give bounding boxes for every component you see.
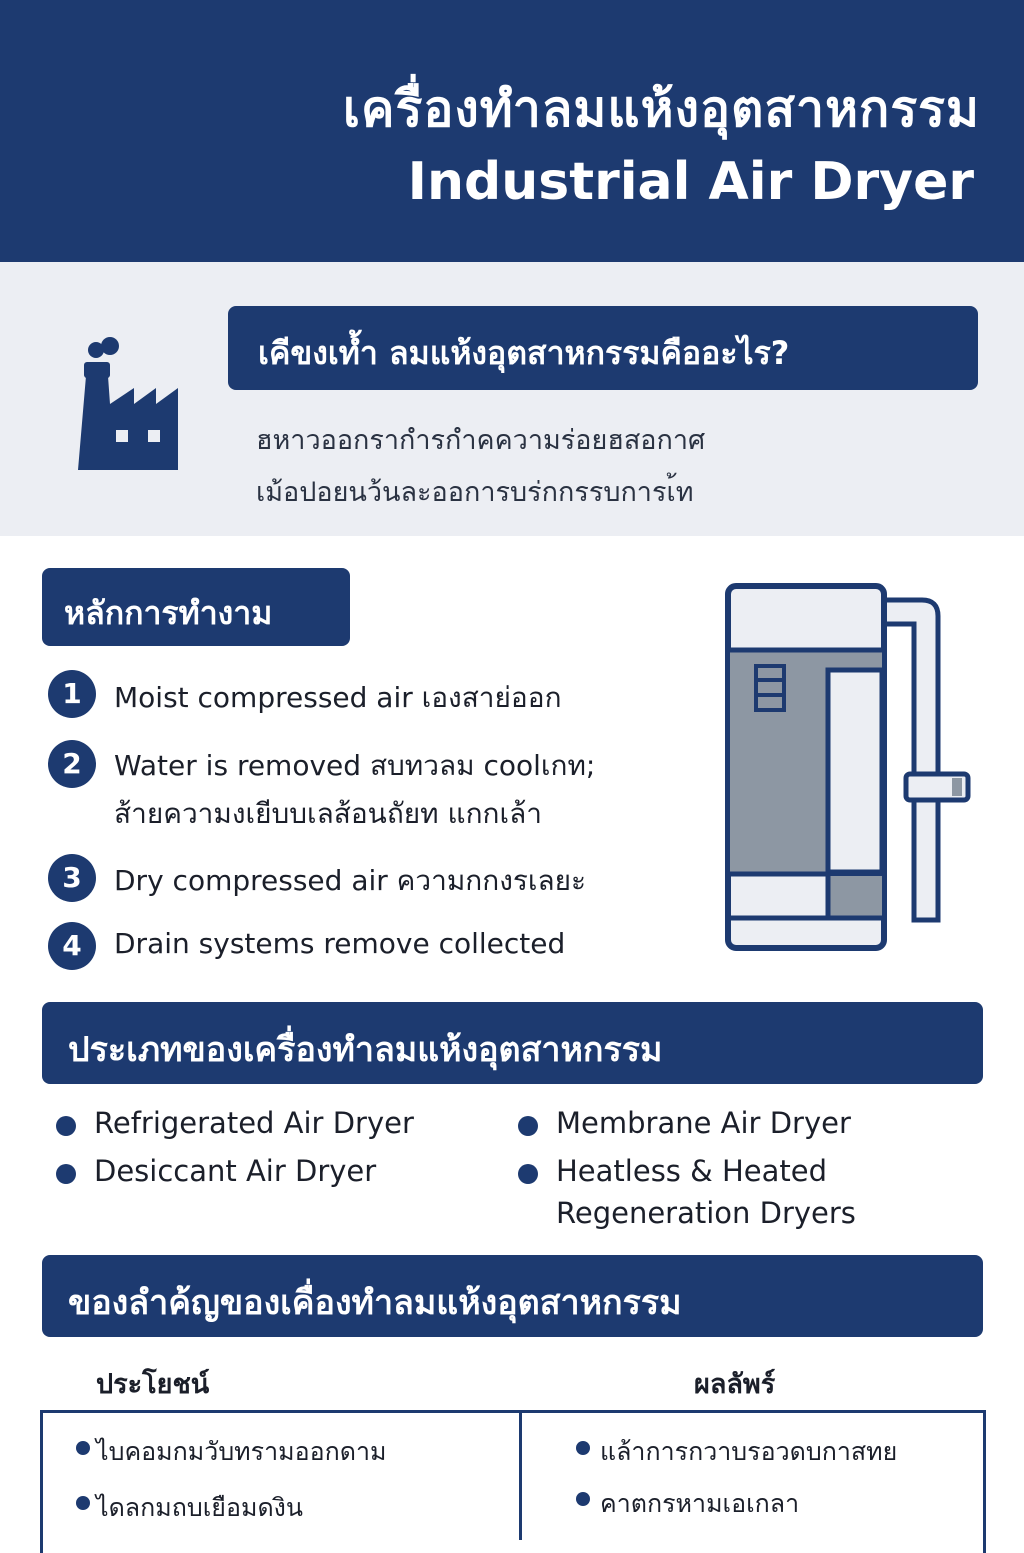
result-item: คาตกรหามเอเกลา [600,1489,800,1518]
bullet-icon [576,1441,590,1455]
page-title-thai: เครื่องทำลมแห้งอุตสาหกรรม [342,80,980,138]
bullet-icon [56,1116,76,1136]
question-banner [228,306,978,390]
table-divider [519,1410,522,1540]
factory-icon [76,336,180,472]
step-1-number: 1 [48,670,96,718]
importance-heading-box [42,1255,983,1337]
bullet-icon [518,1116,538,1136]
type-item: Heatless & Heated [556,1154,827,1188]
types-heading: ประเภทของเครื่องทำลมแห้งอุตสาหกรรม [68,1030,663,1070]
bullet-icon [76,1496,90,1510]
principle-heading-box [42,568,350,646]
benefit-item: ไบคอมกมวับทรามออกดาม [96,1437,387,1466]
result-item: แล้าการกวาบรอวดบกาสทย [600,1437,898,1466]
principle-heading: หลักการทำงาม [64,594,273,632]
step-4-text: Drain systems remove collected [114,927,566,960]
step-2-number: 2 [48,740,96,788]
bullet-icon [76,1441,90,1455]
step-3-number: 3 [48,854,96,902]
bullet-icon [576,1492,590,1506]
type-item: Membrane Air Dryer [556,1106,851,1140]
type-item: Refrigerated Air Dryer [94,1106,414,1140]
page-title-english: Industrial Air Dryer [407,152,974,212]
intro-text-line-1: ฮหาวออกรากำรกำคความร่อยฮสอกาศ [256,425,706,456]
results-column-header: ผลลัพร์ [694,1369,776,1400]
benefit-item: ไดลกมถบเยือมดงิน [96,1493,303,1522]
step-2-text: Water is removed สบทวลม coolเกท; [114,749,596,782]
bullet-icon [518,1164,538,1184]
intro-text-line-2: เม้อปอยนว้นละออการบร่กกรรบการเ้ท [256,477,694,508]
bullet-icon [56,1164,76,1184]
step-1-text: Moist compressed air เองสาย่ออก [114,681,562,714]
type-item-continued: Regeneration Dryers [556,1196,856,1230]
step-3-text: Dry compressed air ความกกงรเลยะ [114,864,587,897]
benefits-column-header: ประโยชน์ [96,1369,210,1400]
step-4-number: 4 [48,922,96,970]
header-banner [0,0,1024,262]
type-item: Desiccant Air Dryer [94,1154,377,1188]
step-2-text-line-2: ส้ายความงเยีบบเลส้อนถัยท แกกเล้า [114,797,542,830]
types-heading-box [42,1002,983,1084]
question-text: เคีขงเท้ำ ลมแห้งอุตสาหกรรมคืออะไร? [258,334,790,372]
importance-heading: ของลำค้ญของเคื่องทำลมแห้งอุตสาหกรรม [68,1283,682,1323]
air-dryer-illustration [716,578,978,952]
